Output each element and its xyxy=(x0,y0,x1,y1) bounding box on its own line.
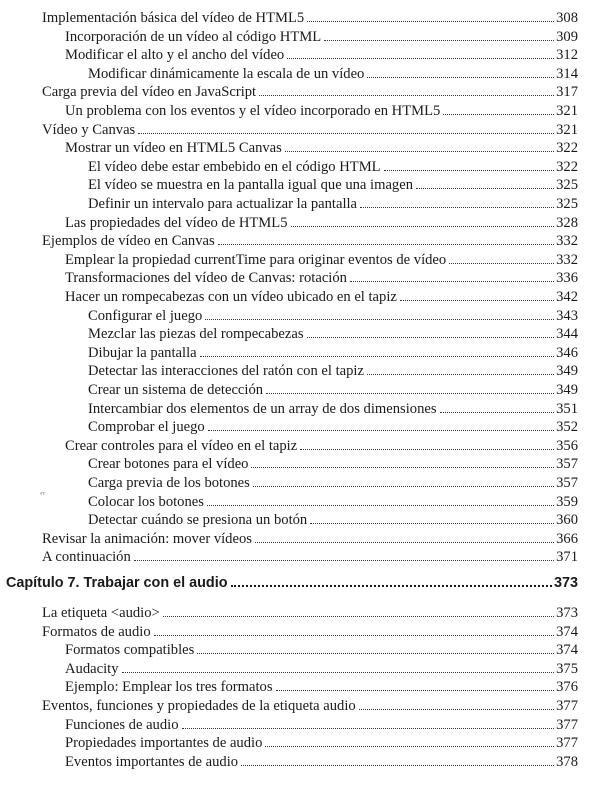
toc-entry-title: Definir un intervalo para actualizar la pantalla xyxy=(88,196,358,212)
toc-entry-title: Dibujar la pantalla xyxy=(88,344,197,361)
toc-entry-page: 328 xyxy=(556,214,578,231)
toc-entry-page: 342 xyxy=(556,289,578,305)
toc-entry-title: Intercambiar dos elementos de un array de dos dimensiones xyxy=(88,400,437,417)
dot-leader xyxy=(255,542,554,543)
toc-entry xyxy=(65,251,578,269)
dot-leader xyxy=(251,467,554,468)
toc-entry-title: El vídeo se muestra en la pantalla igual que una imagen xyxy=(88,177,414,194)
toc-entry-title: Configurar el juego xyxy=(88,307,203,324)
toc-entry-page: 377 xyxy=(556,698,578,714)
toc-entry-page: 351 xyxy=(556,400,578,417)
toc-entry-title: Vídeo y Canvas xyxy=(42,121,136,138)
toc-entry xyxy=(65,641,578,659)
toc-entry-page: 332 xyxy=(556,251,578,268)
toc-entry-title: Ejemplo: Emplear los tres formatos xyxy=(65,679,273,696)
toc-entry-title: Eventos, funciones y propiedades de la etiqueta audio xyxy=(42,698,356,714)
toc-entry-page: 325 xyxy=(556,196,578,212)
toc-entry-title: Ejemplos de vídeo en Canvas xyxy=(42,233,215,250)
toc-entry-title: Funciones de audio xyxy=(65,716,179,733)
dot-leader xyxy=(367,374,554,375)
toc-entry xyxy=(88,400,578,418)
toc-entry xyxy=(65,716,578,734)
toc-entry-page: 344 xyxy=(556,326,578,343)
dot-leader xyxy=(205,319,554,320)
dot-leader xyxy=(122,672,555,673)
toc-entry-title: Mostrar un vídeo en HTML5 Canvas xyxy=(65,140,282,157)
dot-leader xyxy=(241,765,554,766)
toc-entry-page: 374 xyxy=(556,642,578,659)
stray-mark: ᵉᶜ xyxy=(40,489,45,499)
toc-entry-title: Crear controles para el vídeo en el tapiz xyxy=(65,437,298,454)
toc-entry-title: La etiqueta <audio> xyxy=(42,605,160,621)
toc-entry-page: 349 xyxy=(556,363,578,380)
toc-entry-title: Emplear la propiedad currentTime para originar eventos de vídeo xyxy=(65,251,447,268)
chapter-heading xyxy=(6,574,578,592)
toc-entry xyxy=(88,195,578,213)
toc-entry-title: Incorporación de un vídeo al código HTML xyxy=(65,28,322,45)
toc-entry-page: 317 xyxy=(556,84,578,101)
toc-entry xyxy=(65,288,578,306)
toc-entry-page: 374 xyxy=(556,623,578,640)
toc-entry-title: Detectar cuándo se presiona un botón xyxy=(88,512,308,529)
toc-entry xyxy=(42,232,578,250)
dot-leader xyxy=(276,690,555,691)
dot-leader xyxy=(231,585,552,587)
dot-leader xyxy=(307,337,555,338)
toc-entry xyxy=(88,65,578,83)
toc-entry-page: 352 xyxy=(556,419,578,436)
dot-leader xyxy=(443,114,554,115)
toc-entry-title: A continuación xyxy=(42,549,131,566)
toc-entry-page: 377 xyxy=(556,735,578,752)
toc-entry-page: 357 xyxy=(556,475,578,491)
toc-entry-page: 309 xyxy=(556,28,578,45)
toc-entry xyxy=(65,139,578,157)
dot-leader xyxy=(163,616,554,617)
toc-entry xyxy=(88,325,578,343)
dot-leader xyxy=(416,188,554,189)
toc-entry-page: 375 xyxy=(556,660,578,677)
toc-entry-page: 371 xyxy=(556,549,578,566)
dot-leader xyxy=(207,505,554,506)
toc-entry xyxy=(42,697,578,715)
toc-entry-page: 357 xyxy=(556,456,578,473)
toc-entry-page: 377 xyxy=(556,716,578,733)
toc-entry-title: Colocar los botones xyxy=(88,493,204,510)
dot-leader xyxy=(300,449,554,450)
toc-entry xyxy=(65,46,578,64)
toc-entry xyxy=(65,269,578,287)
toc-entry-page: 314 xyxy=(556,65,578,82)
toc-entry-title: Un problema con los eventos y el vídeo incorporado en HTML5 xyxy=(65,103,441,119)
toc-entry xyxy=(65,678,578,696)
toc-entry xyxy=(42,121,578,139)
toc-entry-title: Carga previa de los botones xyxy=(88,475,250,491)
dot-leader xyxy=(360,207,554,208)
toc-entry-title: Implementación básica del vídeo de HTML5 xyxy=(42,10,305,26)
toc-entry-title: Transformaciones del vídeo de Canvas: rotación xyxy=(65,270,347,287)
toc-entry-page: 322 xyxy=(556,158,578,175)
toc-entry xyxy=(88,474,578,492)
toc-entry-page: 378 xyxy=(556,753,578,770)
toc-entry-title: Hacer un rompecabezas con un vídeo ubicado en el tapiz xyxy=(65,289,397,305)
dot-leader xyxy=(324,40,554,41)
dot-leader xyxy=(310,523,554,524)
dot-leader xyxy=(197,653,554,654)
toc-entry-title: Formatos compatibles xyxy=(65,642,195,659)
dot-leader xyxy=(350,281,554,282)
toc-entry-page: 349 xyxy=(556,382,578,398)
dot-leader xyxy=(440,412,555,413)
toc-entry-page: 325 xyxy=(556,177,578,194)
toc-entry-page: 332 xyxy=(556,233,578,250)
toc-entry-page: 336 xyxy=(556,270,578,287)
dot-leader xyxy=(291,226,555,227)
toc-entry xyxy=(65,102,578,120)
toc-entry-title: Crear botones para el vídeo xyxy=(88,456,249,473)
toc-entry xyxy=(88,344,578,362)
toc-entry xyxy=(88,362,578,380)
toc-entry-page: 373 xyxy=(553,575,578,591)
toc-entry xyxy=(65,214,578,232)
toc-entry xyxy=(88,381,578,399)
toc-entry xyxy=(42,623,578,641)
toc-entry-page: 360 xyxy=(556,512,578,529)
toc-entry xyxy=(88,176,578,194)
toc-entry-title: Detectar las interacciones del ratón con el tapiz xyxy=(88,363,364,380)
dot-leader xyxy=(200,356,555,357)
toc-entry xyxy=(88,511,578,529)
toc-entry-page: 322 xyxy=(556,140,578,157)
toc-entry-title: Propiedades importantes de audio xyxy=(65,735,263,752)
toc-entry xyxy=(65,28,578,46)
toc-entry xyxy=(88,307,578,325)
toc-entry xyxy=(65,660,578,678)
dot-leader xyxy=(266,393,554,394)
toc-entry xyxy=(42,9,578,27)
toc-entry-page: 373 xyxy=(556,605,578,621)
dot-leader xyxy=(265,746,554,747)
toc-entry xyxy=(42,83,578,101)
toc-entry-title: Revisar la animación: mover vídeos xyxy=(42,530,252,547)
toc-entry-title: Audacity xyxy=(65,660,119,677)
dot-leader xyxy=(154,635,554,636)
toc-entry xyxy=(88,455,578,473)
dot-leader xyxy=(384,170,555,171)
dot-leader xyxy=(253,486,554,487)
toc-entry-title: Modificar el alto y el ancho del vídeo xyxy=(65,47,285,64)
toc-entry-page: 359 xyxy=(556,493,578,510)
toc-entry xyxy=(88,493,578,511)
dot-leader xyxy=(259,95,554,96)
toc-entry-title: Eventos importantes de audio xyxy=(65,753,239,770)
dot-leader xyxy=(285,151,554,152)
dot-leader xyxy=(208,430,554,431)
dot-leader xyxy=(182,728,555,729)
toc-entry xyxy=(65,734,578,752)
toc-entry-title: Carga previa del vídeo en JavaScript xyxy=(42,84,257,101)
toc-entry-page: 343 xyxy=(556,307,578,324)
toc-entry-page: 356 xyxy=(556,437,578,454)
toc-entry-page: 321 xyxy=(556,121,578,138)
dot-leader xyxy=(307,21,554,22)
toc-entry-title: Capítulo 7. Trabajar con el audio xyxy=(6,575,228,591)
toc-entry xyxy=(42,530,578,548)
toc-entry-title: Comprobar el juego xyxy=(88,419,205,436)
toc-entry-title: Mezclar las piezas del rompecabezas xyxy=(88,326,304,343)
toc-entry-title: Las propiedades del vídeo de HTML5 xyxy=(65,214,288,231)
toc-entry-page: 366 xyxy=(556,530,578,547)
toc-entry-page: 312 xyxy=(556,47,578,64)
dot-leader xyxy=(449,263,554,264)
dot-leader xyxy=(218,244,554,245)
toc-entry xyxy=(42,548,578,566)
toc-entry xyxy=(88,418,578,436)
toc-entry-page: 376 xyxy=(556,679,578,696)
toc-entry xyxy=(65,753,578,771)
toc-entry-title: Crear un sistema de detección xyxy=(88,382,264,398)
dot-leader xyxy=(367,77,554,78)
toc-entry-page: 321 xyxy=(556,103,578,119)
toc-entry xyxy=(88,158,578,176)
toc-entry-page: 346 xyxy=(556,344,578,361)
dot-leader xyxy=(359,709,554,710)
dot-leader xyxy=(134,560,554,561)
toc-entry-title: El vídeo debe estar embebido en el código HTML xyxy=(88,158,381,175)
toc-entry-title: Modificar dinámicamente la escala de un vídeo xyxy=(88,65,365,82)
toc-entry xyxy=(42,604,578,622)
dot-leader xyxy=(138,133,554,134)
dot-leader xyxy=(400,300,554,301)
dot-leader xyxy=(287,58,554,59)
toc-entry-title: Formatos de audio xyxy=(42,623,151,640)
toc-entry-page: 308 xyxy=(556,10,578,26)
toc-entry xyxy=(65,437,578,455)
